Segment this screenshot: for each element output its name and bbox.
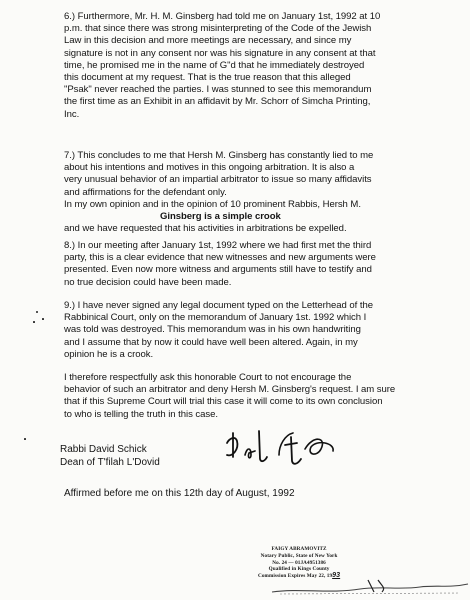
notary-name: FAIGY ABRAMOVITZ [271, 546, 327, 552]
notary-expiry-handwritten: 93 [332, 572, 341, 580]
signatory-block [60, 443, 160, 469]
paragraph-9 [64, 300, 373, 361]
text-line: 6.) Furthermore, Mr. H. M. Ginsberg had told me on January 1st, 1992 at 10 [64, 11, 381, 22]
paragraph-7 [64, 150, 373, 235]
text-line: no true decision could have been made. [64, 276, 232, 288]
text-line: and affirmations for the defendant only. [64, 186, 227, 198]
text-line: 8.) In our meeting after January 1st, 1992 where we had first met the third [64, 240, 372, 251]
scan-speck [24, 438, 26, 440]
notary-line: Qualified in Kings County [268, 566, 330, 573]
notary-line: Commission Expires May 22, 19 [258, 573, 333, 580]
notary-line: Notary Public, State of New York [260, 552, 338, 559]
text-line: was told was destroyed. This memorandum was in his own handwriting [64, 324, 361, 336]
text-line-emphasis: Ginsberg is a simple crook [160, 211, 281, 223]
notary-line: No. 24 — 01JA4951386 [272, 559, 326, 566]
text-line: opinion he is a crook. [64, 348, 154, 360]
paragraph-6 [64, 11, 380, 121]
notary-stamp [258, 546, 340, 580]
text-line: very unusual behavior of an impartial arbitrator to issue so many affidavits [64, 174, 372, 186]
text-line: party, this is a clear evidence that new witnesses and new arguments were [64, 252, 376, 264]
text-line: behavior of such an arbitrator and deny Hersh M. Ginsberg's request. I am sure [64, 384, 396, 396]
handwritten-signature [223, 425, 343, 480]
affirmation-line: Affirmed before me on this 12th day of August, 1992 [64, 488, 295, 499]
text-line: presented. Even now more witness and arguments still have to testify and [64, 264, 372, 276]
text-line: signature is not in any consent nor was his signature in any consent at that [64, 47, 376, 59]
text-line: and we have requested that his activities in arbitrations be expelled. [64, 223, 347, 235]
scan-speck [36, 311, 38, 313]
text-line: Law in this decision and more meetings are necessary, and since my [64, 35, 352, 47]
text-line: I therefore respectfully ask this honorable Court to not encourage the [64, 372, 352, 383]
text-line: this document at my request. That is the true reason that this alleged [64, 72, 351, 84]
text-line: p.m. that since there was strong misinterpreting of the Code of the Jewish [64, 23, 372, 35]
paragraph-8 [64, 240, 376, 289]
scan-speck [42, 318, 44, 320]
text-line: about his intentions and motives in this ongoing arbitration. It is also a [64, 162, 355, 174]
text-line: In my own opinion and in the opinion of 10 prominent Rabbis, Hersh M. [64, 198, 361, 210]
text-line: 7.) This concludes to me that Hersh M. Ginsberg has constantly lied to me [64, 150, 374, 161]
paragraph-request [64, 372, 395, 421]
text-line: the first time as an Exhibit in an affidavit by Mr. Schorr of Simcha Printing, [64, 96, 371, 108]
text-line: to who is telling the truth in this case. [64, 408, 218, 420]
text-line: time, he promised me in the name of G"d that he immediately destroyed [64, 59, 365, 71]
text-line: and I assume that by now it could have well been altered. Again, in my [64, 336, 358, 348]
text-line: 9.) I have never signed any legal document typed on the Letterhead of the [64, 300, 373, 311]
text-line: that if this Supreme Court will trial this case it will come to its own conclusion [64, 396, 383, 408]
text-line: Inc. [64, 108, 80, 120]
text-line: Rabbinical Court, only on the memorandum of January 1st. 1992 which I [64, 312, 367, 324]
scan-speck [33, 321, 35, 323]
signatory-title: Dean of T'filah L'Dovid [60, 457, 160, 468]
notary-signature [270, 576, 470, 596]
signatory-name: Rabbi David Schick [60, 444, 147, 455]
text-line: "Psak" never reached the parties. I was stunned to see this memorandum [64, 84, 372, 96]
